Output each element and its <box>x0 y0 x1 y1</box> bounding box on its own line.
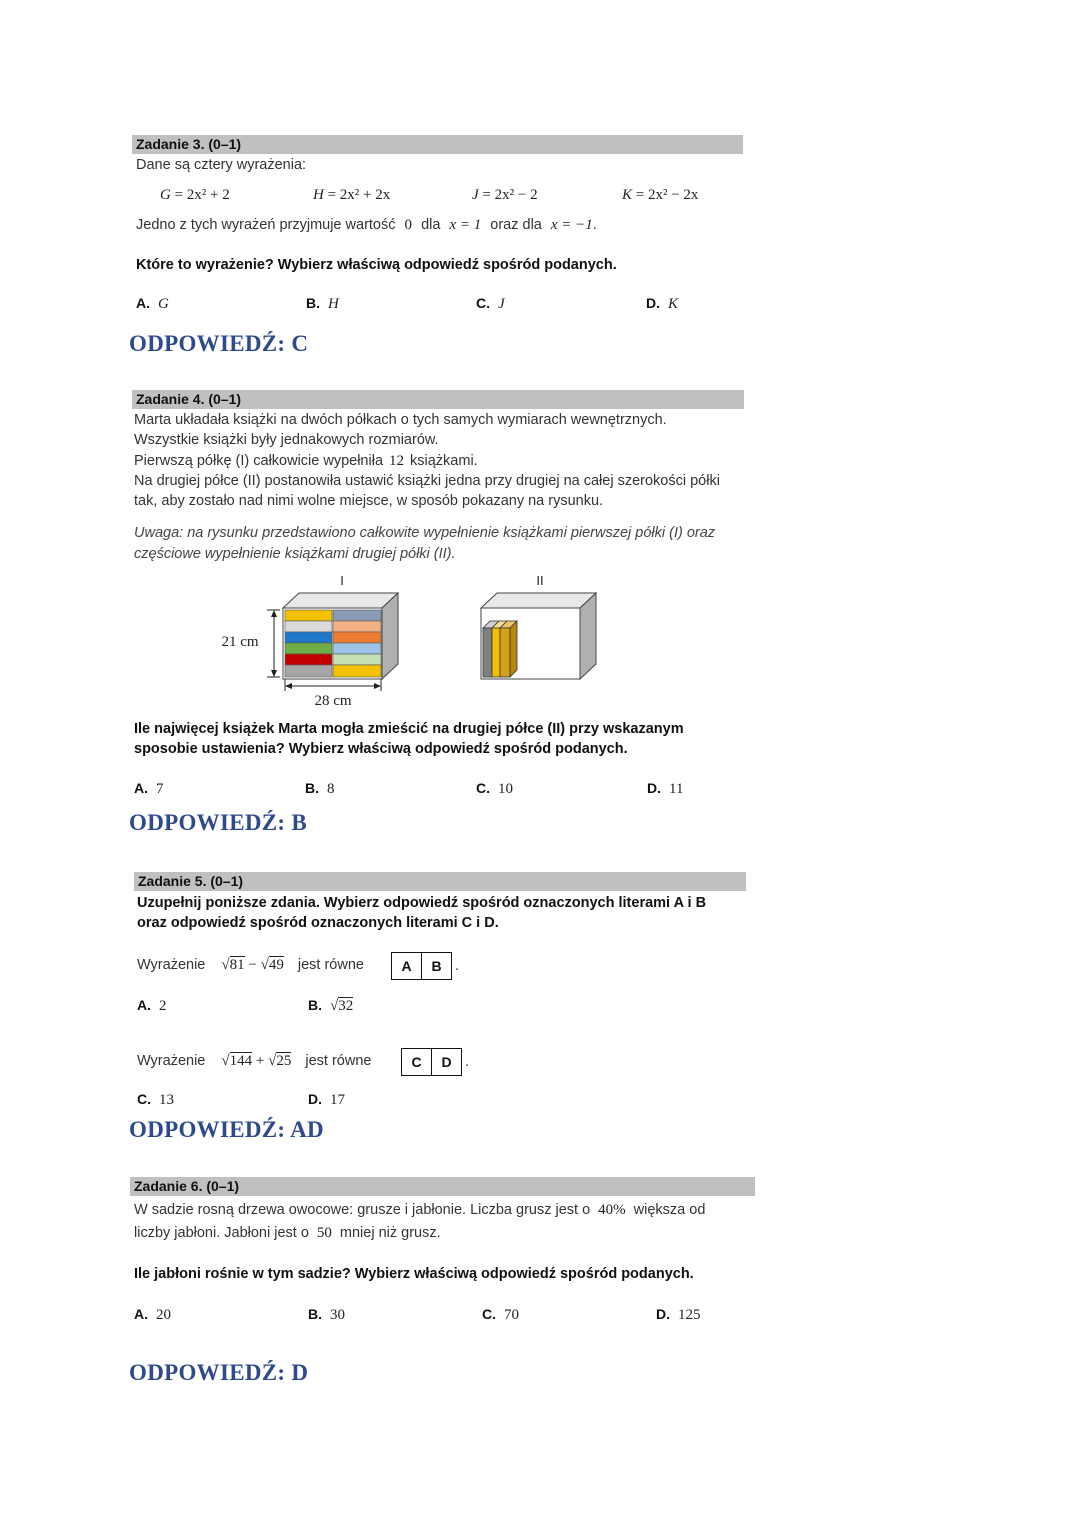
expression-k: K = 2x² − 2x <box>622 187 699 203</box>
task3-answer: ODPOWIEDŹ: C <box>129 331 309 356</box>
task4-option-c[interactable]: C. 10 <box>476 780 513 797</box>
task6-line-1: W sadzie rosną drzewa owocowe: grusze i jabłonie. Liczba grusz jest o 40% większa od <box>134 1202 706 1218</box>
task6-answer: ODPOWIEDŹ: D <box>129 1360 309 1385</box>
task6-option-a[interactable]: A. 20 <box>134 1306 171 1323</box>
task3-intro: Dane są cztery wyrażenia: <box>136 157 307 173</box>
book-3 <box>285 621 332 632</box>
width-label: 28 cm <box>314 693 352 709</box>
task3-condition: Jedno z tych wyrażeń przyjmuje wartość 0 dla x = 1 oraz dla x = −1. <box>136 217 597 233</box>
task4-header: Zadanie 4. (0–1) <box>132 390 744 409</box>
book-7 <box>285 643 332 654</box>
book-2 <box>333 610 381 621</box>
task3-option-a[interactable]: A. G <box>136 295 169 312</box>
task3-option-b[interactable]: B. H <box>306 295 339 312</box>
box-b[interactable]: B <box>421 953 451 979</box>
task3-option-d[interactable]: D. K <box>646 295 679 312</box>
task6-header: Zadanie 6. (0–1) <box>130 1177 755 1196</box>
box-d[interactable]: D <box>431 1049 461 1075</box>
task3-header: Zadanie 3. (0–1) <box>132 135 743 154</box>
book-14 <box>492 628 500 677</box>
task4-answer: ODPOWIEDŹ: B <box>129 810 308 835</box>
expression-j: J = 2x² − 2 <box>472 187 538 203</box>
expression-g: G = 2x² + 2 <box>160 187 230 203</box>
book-5 <box>285 632 332 643</box>
shelf-1-label: I <box>340 573 344 588</box>
book-11 <box>285 665 332 677</box>
task6-option-d[interactable]: D. 125 <box>656 1306 701 1323</box>
task4-line-5: tak, aby zostało nad nimi wolne miejsce, w sposób pokazany na rysunku. <box>134 493 604 509</box>
book-10 <box>333 654 381 665</box>
task4-option-d[interactable]: D. 11 <box>647 780 684 797</box>
task5-row-2: Wyrażenie √144 + √25 jest równe <box>137 1053 372 1069</box>
task5-option-d[interactable]: D. 17 <box>308 1091 345 1108</box>
task5-answer: ODPOWIEDŹ: AD <box>129 1117 324 1142</box>
task6-question: Ile jabłoni rośnie w tym sadzie? Wybierz właściwą odpowiedź spośród podanych. <box>134 1266 694 1282</box>
book-1 <box>285 610 332 621</box>
book-8 <box>333 643 381 654</box>
shelf-2 <box>481 593 596 679</box>
book-15 <box>500 628 510 677</box>
task4-line-4: Na drugiej półce (II) postanowiła ustawić książki jedna przy drugiej na całej szerokości półki <box>134 473 720 489</box>
shelf-2-label: II <box>536 573 544 588</box>
book-4 <box>333 621 381 632</box>
task5-option-c[interactable]: C. 13 <box>137 1091 174 1108</box>
task4-line-3: Pierwszą półkę (I) całkowicie wypełniła 12 książkami. <box>134 453 478 469</box>
books-shelf-1 <box>285 610 381 677</box>
task6-option-b[interactable]: B. 30 <box>308 1306 345 1323</box>
row-1-period: . <box>455 958 460 974</box>
task4-question-2: sposobie ustawienia? Wybierz właściwą odpowiedź spośród podanych. <box>134 741 628 757</box>
task4-option-a[interactable]: A. 7 <box>134 780 164 797</box>
height-label: 21 cm <box>221 634 259 650</box>
book-6 <box>333 632 381 643</box>
task4-line-1: Marta układała książki na dwóch półkach o tych samych wymiarach wewnętrznych. <box>134 412 667 428</box>
task5-instruction-2: oraz odpowiedź spośród oznaczonych literami C i D. <box>137 915 499 931</box>
answer-box-cd[interactable] <box>401 1048 462 1076</box>
task3-option-c[interactable]: C. J <box>476 295 505 312</box>
shelf-1 <box>221 593 398 709</box>
task6-line-2: liczby jabłoni. Jabłoni jest o 50 mniej niż grusz. <box>134 1225 441 1241</box>
box-c[interactable]: C <box>411 1054 422 1070</box>
task4-question-1: Ile najwięcej książek Marta mogła zmieścić na drugiej półce (II) przy wskazanym <box>134 721 684 737</box>
shelves-figure <box>200 568 620 713</box>
task6-option-c[interactable]: C. 70 <box>482 1306 519 1323</box>
expression-h: H = 2x² + 2x <box>313 187 391 203</box>
task4-note-2: częściowe wypełnienie książkami drugiej półki (II). <box>134 546 456 562</box>
books-shelf-2 <box>483 621 517 677</box>
book-12 <box>333 665 381 677</box>
task5-option-a[interactable]: A. 2 <box>137 997 167 1014</box>
task4-line-2: Wszystkie książki były jednakowych rozmiarów. <box>134 432 439 448</box>
book-9 <box>285 654 332 665</box>
task3-question: Które to wyrażenie? Wybierz właściwą odpowiedź spośród podanych. <box>136 257 617 273</box>
task5-instruction-1: Uzupełnij poniższe zdania. Wybierz odpowiedź spośród oznaczonych literami A i B <box>137 895 707 911</box>
task5-header: Zadanie 5. (0–1) <box>134 872 746 891</box>
task5-option-b[interactable]: B. √32 <box>308 997 354 1014</box>
task4-note-1: Uwaga: na rysunku przedstawiono całkowite wypełnienie książkami pierwszej półki (I) oraz <box>134 525 716 541</box>
row-2-period: . <box>465 1054 470 1070</box>
box-a[interactable]: A <box>401 958 412 974</box>
task5-row-1: Wyrażenie √81 − √49 jest równe <box>137 957 364 973</box>
answer-box-ab[interactable] <box>391 952 452 980</box>
task4-option-b[interactable]: B. 8 <box>305 780 335 797</box>
book-13 <box>483 628 492 677</box>
